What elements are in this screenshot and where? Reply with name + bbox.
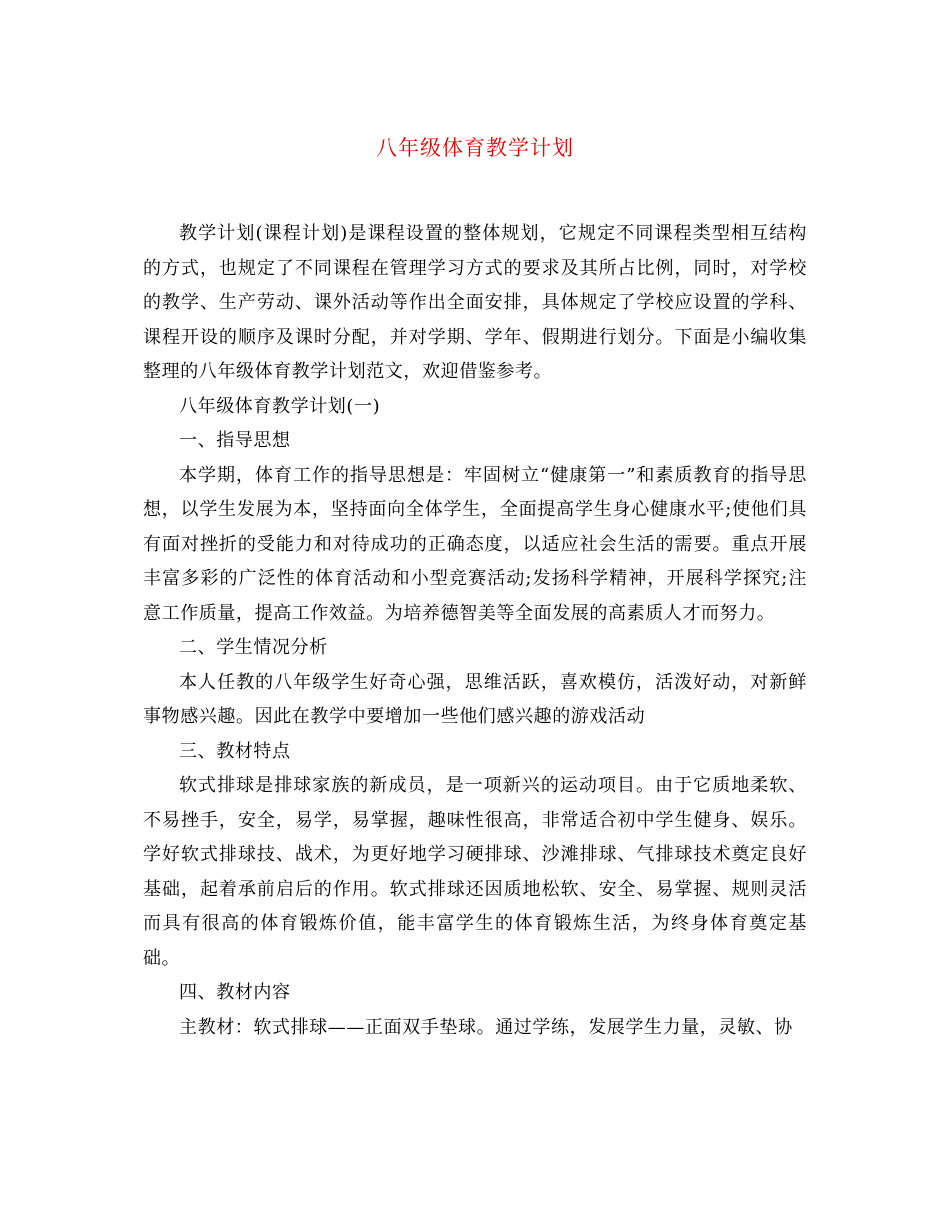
- section-heading-plan-one: 八年级体育教学计划(一): [179, 395, 381, 417]
- section-heading-guiding-ideology: 一、指导思想: [179, 430, 291, 451]
- document-body: [143, 217, 807, 1045]
- section-heading-material-content: 四、教材内容: [179, 982, 291, 1003]
- paragraph-material-features: 软式排球是排球家族的新成员，是一项新兴的运动项目。由于它质地柔软、不易挫手，安全，易学，易掌握，趣味性很高，非常适合初中学生健身、娱乐。学好软式排球技、战术，为更好地学习硬排球、沙滩排球、气排球技术奠定良好基础，起着承前启后的作用。软式排球还因质地松软、安全、易掌握、规则灵活而具有很高的体育锻炼价值，能丰富学生的体育锻炼生活，为终身体育奠定基础。: [143, 775, 807, 969]
- paragraph-material-content: 主教材：软式排球——正面双手垫球。通过学练，发展学生力量，灵敏、协: [179, 1016, 793, 1038]
- paragraph-student-analysis: 本人任教的八年级学生好奇心强，思维活跃，喜欢模仿，活泼好动，对新鲜事物感兴趣。因此在教学中要增加一些他们感兴趣的游戏活动: [143, 671, 807, 727]
- document-title: 八年级体育教学计划: [376, 136, 574, 160]
- paragraph-guiding-ideology: 本学期，体育工作的指导思想是：牢固树立“健康第一”和素质教育的指导思想，以学生发展为本，坚持面向全体学生，全面提高学生身心健康水平;使他们具有面对挫折的受能力和对待成功的正确态度，以适应社会生活的需要。重点开展丰富多彩的广泛性的体育活动和小型竞赛活动;发扬科学精神，开展科学探究;注意工作质量，提高工作效益。为培养德智美等全面发展的高素质人才而努力。: [143, 464, 807, 624]
- section-heading-material-features: 三、教材特点: [179, 740, 291, 762]
- paragraph-intro: 教学计划(课程计划)是课程设置的整体规划，它规定不同课程类型相互结构的方式，也规定了不同课程在管理学习方式的要求及其所占比例，同时，对学校的教学、生产劳动、课外活动等作出全面安排，具体规定了学校应设置的学科、课程开设的顺序及课时分配，并对学期、学年、假期进行划分。下面是小编收集整理的八年级体育教学计划范文，欢迎借鉴参考。: [143, 223, 807, 382]
- section-heading-student-analysis: 二、学生情况分析: [179, 637, 328, 658]
